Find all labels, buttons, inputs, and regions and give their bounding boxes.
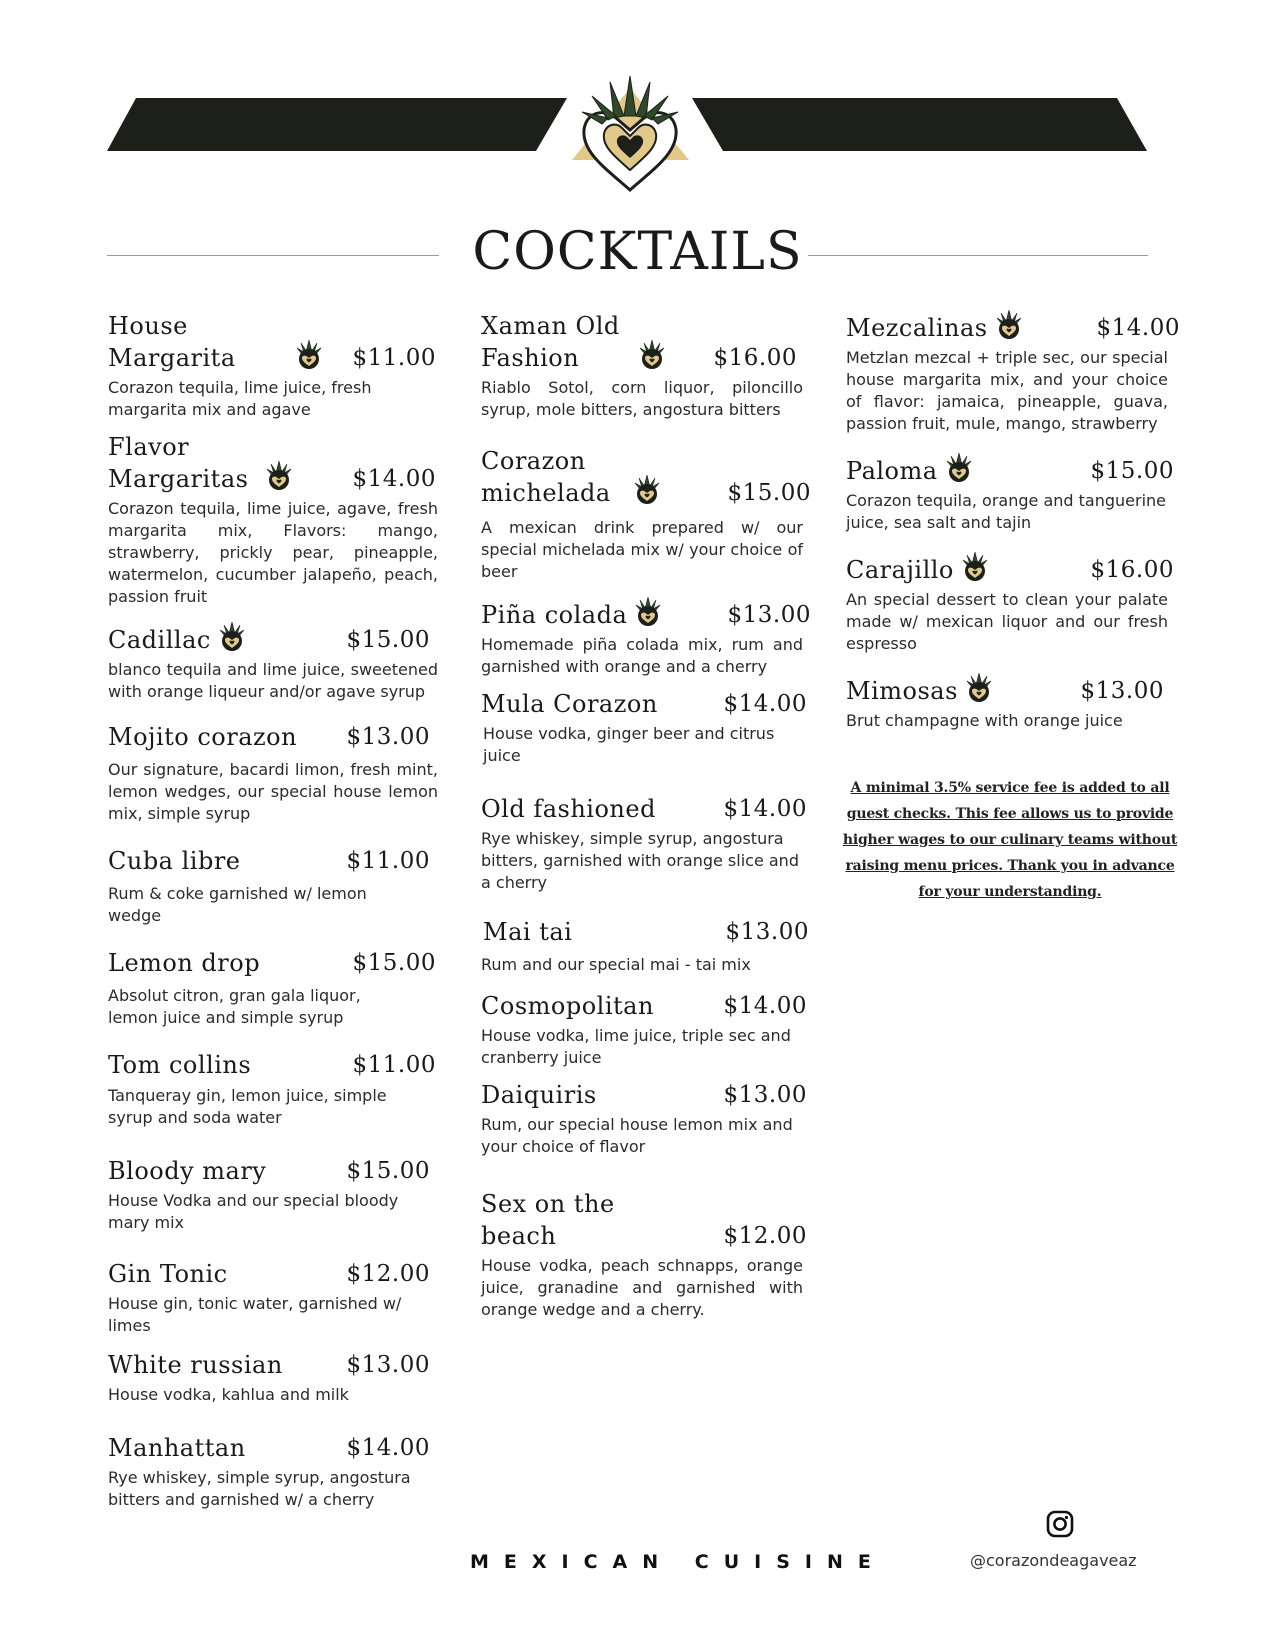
agave-heart-icon: [639, 340, 665, 370]
item-name: Mojito corazon: [108, 723, 298, 751]
agave-heart-icon: [962, 552, 988, 582]
service-fee-note: A minimal 3.5% service fee is added to all guest checks. This fee allows us to provide higher wages to our culinary teams without raising menu prices. Thank you in advance for your understanding.: [842, 780, 1178, 900]
item-description: Riablo Sotol, corn liquor, piloncillo syrup, mole bitters, angostura bitters: [481, 378, 803, 419]
item-description: Corazon tequila, lime juice, fresh margarita mix and agave: [108, 378, 372, 419]
menu-column-2: [481, 310, 811, 1321]
menu-column-1: [108, 310, 438, 1511]
item-name: Mezcalinas: [846, 314, 988, 342]
item-name: Old fashioned: [481, 795, 656, 823]
item-description: Rum and our special mai - tai mix: [481, 955, 751, 974]
item-price: $12.00: [723, 1223, 807, 1249]
item-description: Rye whiskey, simple syrup, angostura bitters, garnished with orange slice and a cherry: [481, 829, 799, 892]
item-description: Corazon tequila, orange and tanguerine juice, sea salt and tajin: [846, 491, 1166, 532]
item-price: $15.00: [346, 627, 430, 653]
item-description: House vodka, lime juice, triple sec and cranberry juice: [481, 1026, 791, 1067]
item-description: Rye whiskey, simple syrup, angostura bitters and garnished w/ a cherry: [108, 1468, 411, 1509]
item-price: $16.00: [1090, 557, 1174, 583]
item-name: Mai tai: [483, 918, 573, 946]
item-price: $14.00: [346, 1435, 430, 1461]
item-description: Homemade piña colada mix, rum and garnished with orange and a cherry: [481, 635, 803, 676]
item-description: Absolut citron, gran gala liquor, lemon juice and simple syrup: [108, 986, 361, 1027]
item-price: $14.00: [723, 796, 807, 822]
menu-item: [846, 552, 1182, 655]
item-name: Mula Corazon: [481, 690, 658, 718]
item-name: Lemon drop: [108, 949, 261, 977]
menu-item: [108, 1432, 438, 1511]
item-name: Daiquiris: [481, 1081, 597, 1109]
item-description: House Vodka and our special bloody mary mix: [108, 1191, 399, 1232]
agave-heart-icon: [635, 597, 661, 627]
item-description: A mexican drink prepared w/ our special michelada mix w/ your choice of beer: [481, 518, 803, 581]
item-description: An special dessert to clean your palate made w/ mexican liquor and our fresh espresso: [846, 590, 1168, 653]
item-description: Our signature, bacardi limon, fresh mint, lemon wedges, our special house lemon mix, simple syrup: [108, 760, 438, 823]
menu-column-3: [846, 310, 1182, 732]
menu-item: [108, 1049, 438, 1129]
item-price: $14.00: [723, 691, 807, 717]
agave-heart-icon: [996, 310, 1022, 340]
item-price: $14.00: [1096, 315, 1180, 341]
header-band-left: [107, 98, 567, 151]
agave-heart-icon: [266, 461, 292, 491]
menu-item: [108, 431, 438, 608]
item-name: Corazon michelada: [481, 447, 611, 507]
item-price: $15.00: [727, 480, 811, 506]
item-name: Tom collins: [108, 1051, 252, 1079]
item-name: Cadillac: [108, 626, 211, 654]
menu-item: [481, 688, 811, 767]
item-price: $12.00: [346, 1261, 430, 1287]
item-description: Rum, our special house lemon mix and your choice of flavor: [481, 1115, 793, 1156]
agave-heart-logo: [572, 76, 689, 190]
menu-item: [481, 445, 811, 583]
header-band-right: [692, 98, 1147, 151]
item-price: $15.00: [1090, 458, 1174, 484]
agave-heart-icon: [219, 622, 245, 652]
item-name: House Margarita: [108, 312, 236, 372]
item-price: $11.00: [346, 848, 430, 874]
menu-item: [108, 721, 438, 825]
item-price: $11.00: [352, 345, 436, 371]
item-price: $13.00: [723, 1082, 807, 1108]
item-description: Rum & coke garnished w/ lemon wedge: [108, 884, 367, 925]
menu-item: [481, 597, 811, 678]
item-name: Paloma: [846, 457, 938, 485]
item-name: Flavor Margaritas: [108, 433, 249, 493]
item-name: White russian: [108, 1351, 283, 1379]
item-price: $13.00: [346, 1352, 430, 1378]
agave-heart-icon: [296, 340, 322, 370]
menu-item: [846, 673, 1182, 732]
instagram-handle[interactable]: @corazondeagaveaz: [970, 1551, 1137, 1570]
agave-heart-icon: [946, 453, 972, 483]
item-description: Metzlan mezcal + triple sec, our special house margarita mix, and your choice of flavor: jamaica, pineapple, guava, passion fruit, mule, mango, strawberry: [846, 348, 1168, 433]
instagram-icon[interactable]: [1046, 1510, 1074, 1538]
item-price: $13.00: [727, 602, 811, 628]
menu-item: [481, 1188, 811, 1321]
item-price: $13.00: [725, 919, 809, 945]
item-price: $13.00: [346, 724, 430, 750]
item-price: $14.00: [352, 466, 436, 492]
item-price: $16.00: [713, 345, 797, 371]
menu-item: [481, 916, 811, 976]
item-name: Cuba libre: [108, 847, 241, 875]
header-band: [0, 60, 1275, 200]
item-name: Gin Tonic: [108, 1260, 228, 1288]
item-description: House vodka, ginger beer and citrus juice: [483, 724, 775, 765]
menu-item: [108, 1258, 438, 1337]
menu-item: [846, 310, 1182, 435]
item-description: Tanqueray gin, lemon juice, simple syrup and soda water: [108, 1086, 387, 1127]
item-price: $14.00: [723, 993, 807, 1019]
menu-item: [108, 310, 438, 421]
item-name: Xaman Old Fashion: [481, 312, 620, 372]
menu-item: [481, 1079, 811, 1158]
menu-item: [108, 845, 438, 927]
item-name: Carajillo: [846, 556, 954, 584]
page-title: COCKTAILS: [472, 222, 803, 282]
menu-item: [481, 990, 811, 1069]
footer-tagline: MEXICAN CUISINE: [470, 1551, 886, 1573]
item-price: $11.00: [352, 1052, 436, 1078]
item-description: House vodka, peach schnapps, orange juice, granadine and garnished with orange wedge and a cherry.: [481, 1256, 803, 1319]
item-name: Sex on the beach: [481, 1190, 615, 1250]
item-price: $13.00: [1080, 678, 1164, 704]
menu-item: [108, 947, 438, 1029]
item-description: House vodka, kahlua and milk: [108, 1385, 349, 1404]
menu-item: [108, 1349, 438, 1406]
menu-item: [846, 453, 1182, 534]
item-price: $15.00: [352, 950, 436, 976]
title-rule-right: [808, 255, 1148, 256]
agave-heart-icon: [966, 673, 992, 703]
item-name: Piña colada: [481, 601, 628, 629]
item-description: Corazon tequila, lime juice, agave, fresh margarita mix, Flavors: mango, strawberry, prickly pear, pineapple, watermelon, cucumber jalapeño, peach, passion fruit: [108, 499, 438, 606]
item-name: Mimosas: [846, 677, 958, 705]
item-name: Bloody mary: [108, 1157, 267, 1185]
menu-item: [108, 1155, 438, 1234]
item-description: Brut champagne with orange juice: [846, 711, 1123, 730]
menu-item: [108, 622, 438, 703]
menu-item: [481, 310, 811, 421]
item-price: $15.00: [346, 1158, 430, 1184]
item-name: Manhattan: [108, 1434, 246, 1462]
item-description: House gin, tonic water, garnished w/ limes: [108, 1294, 402, 1335]
item-name: Cosmopolitan: [481, 992, 654, 1020]
agave-heart-icon: [634, 475, 660, 505]
menu-item: [481, 793, 811, 894]
item-description: blanco tequila and lime juice, sweetened with orange liqueur and/or agave syrup: [108, 660, 438, 701]
